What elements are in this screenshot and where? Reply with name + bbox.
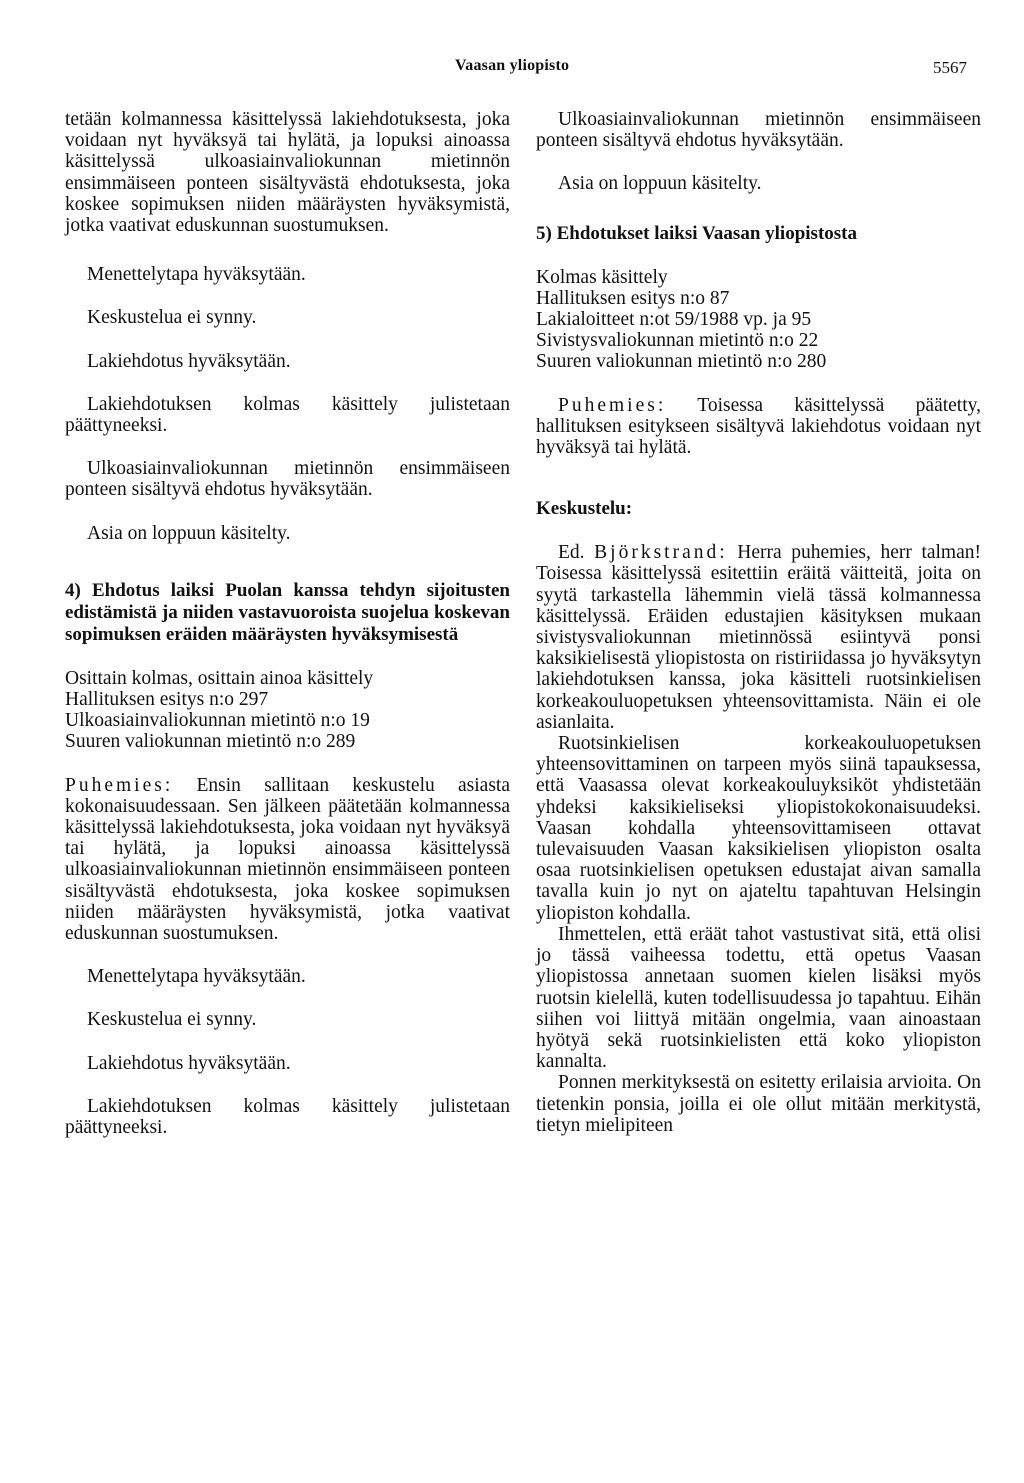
matter-concluded: Asia on loppuun käsitelty. [87, 522, 291, 544]
page-number: 5567 [933, 58, 967, 77]
speech-text: Herra puhemies, herr talman! Toisessa käsittelyssä esitettiin eräitä väitteitä, joita on syytä tarkastella lähemmin vielä tässä kolmannessa käsittelyssä. Eräiden edustajien käsityksen mukaan sivistysvaliokunnan mietinnössä esiintyvä ponsi kaksikielisestä yliopistosta on ristiriidassa jo hyväksytyn lakiehdotuksen kanssa, joka käsitteli ruotsinkielisen korkeakouluopetuksen yhteensovittamista. Näin ei ole asianlaita. [536, 542, 982, 733]
proposal-approved: Ulkoasiainvaliokunnan mietinnön ensimmäiseen ponteen sisältyvä ehdotus hyväksytään. [65, 458, 510, 501]
speech-paragraph: Ihmettelen, että eräät tahot vastustivat sitä, että olisi jo tässä vaiheessa todettu, että opetus Vaasan yliopistossa annetaan suomen kielen lisäksi myös ruotsin kielellä, kuten todellisuudessa jo tapahtuu. Eihän siihen voi liittyä mitään ongelmia, vaan ainoastaan hyötyä sekä ruotsinkielisten että koko yliopiston kannalta. [536, 923, 981, 1073]
speech-paragraph [536, 542, 981, 733]
section-5-references [536, 267, 981, 373]
section-4-heading: 4) Ehdotus laiksi Puolan kanssa tehdyn sijoitusten edistämistä ja niiden vastavuoroista suojelua koskevan sopimuksen eräiden määräysten hyväksymisestä [65, 579, 510, 645]
speech-paragraph: Ruotsinkielisen korkeakouluopetuksen yhteensovittaminen on tarpeen myös siinä tapauksessa, että Vaasassa olevat korkeakouluyksiköt yhdistetään yhdeksi kaksikieliseksi yliopistokokonaisuudeksi. Vaasan kohdalla yhteensovittamiseen ottavat tulevaisuuden Vaasan kaksikielisen yliopiston osalta osaa ruotsinkielisen opetuksen edustajat aivan samalla tavalla kuin jo nyt on ajateltu tapahtuvan Helsingin yliopiston kohdalla. [536, 733, 981, 924]
reference-line: Suuren valiokunnan mietintö n:o 289 [65, 731, 356, 753]
speech-text: Ensin sallitaan keskustelu asiasta kokonaisuudessaan. Sen jälkeen päätetään kolmannessa käsittelyssä lakiehdotuksesta, joka voidaan nyt hyväksyä tai hylätä, ja lopuksi ainoassa käsittelyssä ulkoasiainvaliokunnan mietinnön ensimmäiseen ponteen sisältyvästä ehdotuksesta, joka koskee sopimuksen niiden määräysten hyväksymistä, jotka vaativat eduskunnan suostumuksen. [65, 774, 510, 945]
reference-line: Lakialoitteet n:ot 59/1988 vp. ja 95 [536, 309, 812, 331]
speaker-statement [65, 775, 510, 945]
reference-line: Sivistysvaliokunnan mietintö n:o 22 [536, 330, 819, 352]
speaker-statement [536, 395, 981, 459]
no-discussion: Keskustelua ei synny. [87, 1009, 257, 1031]
no-discussion: Keskustelua ei synny. [87, 307, 257, 329]
speech-text: Toisessa käsittelyssä päätetty, hallituksen esitykseen sisältyvä lakiehdotus voidaan nyt hyväksyä tai hylätä. [536, 394, 981, 459]
speaker-name: Puhemies: [65, 774, 174, 796]
left-column [65, 109, 510, 1138]
page-header [0, 0, 1024, 77]
section-4-references [65, 668, 510, 753]
discussion-heading: Keskustelu: [536, 498, 633, 520]
reference-line: Kolmas käsittely [536, 266, 668, 288]
procedure-approved: Menettelytapa hyväksytään. [87, 966, 306, 988]
speaker-name: Björkstrand: [594, 542, 728, 564]
third-reading-closed: Lakiehdotuksen kolmas käsittely julistetaan päättyneeksi. [65, 1095, 510, 1139]
running-title: Vaasan yliopisto [455, 57, 570, 74]
reference-line: Hallituksen esitys n:o 87 [536, 287, 730, 309]
speaker-title: Ed. [558, 542, 585, 564]
matter-concluded: Asia on loppuun käsitelty. [558, 173, 762, 195]
bill-approved: Lakiehdotus hyväksytään. [87, 1052, 291, 1074]
speech-paragraph: Ponnen merkityksestä on esitetty erilaisia arvioita. On tietenkin ponsia, joilla ei ole ollut mitään merkitystä, tietyn mielipiteen [536, 1072, 981, 1136]
reference-line: Suuren valiokunnan mietintö n:o 280 [536, 351, 827, 373]
speaker-name: Puhemies: [558, 394, 667, 416]
continuation-paragraph: tetään kolmannessa käsittelyssä lakiehdotuksesta, joka voidaan nyt hyväksyä tai hylätä, ja lopuksi ainoassa käsittelyssä ulkoasiainvaliokunnan mietinnön ensimmäiseen ponteen sisältyvästä ehdotuksesta, joka koskee sopimuksen niiden määräysten hyväksymistä, jotka vaativat eduskunnan suostumuksen. [65, 109, 510, 237]
section-5-heading: 5) Ehdotukset laiksi Vaasan yliopistosta [536, 222, 857, 244]
right-column [536, 109, 981, 1136]
reference-line: Osittain kolmas, osittain ainoa käsittely [65, 667, 374, 689]
proposal-approved: Ulkoasiainvaliokunnan mietinnön ensimmäiseen ponteen sisältyvä ehdotus hyväksytään. [536, 109, 981, 152]
third-reading-closed: Lakiehdotuksen kolmas käsittely julistetaan päättyneeksi. [65, 393, 510, 437]
procedure-approved: Menettelytapa hyväksytään. [87, 264, 306, 286]
reference-line: Ulkoasiainvaliokunnan mietintö n:o 19 [65, 710, 370, 732]
bill-approved: Lakiehdotus hyväksytään. [87, 350, 291, 372]
reference-line: Hallituksen esitys n:o 297 [65, 689, 269, 711]
